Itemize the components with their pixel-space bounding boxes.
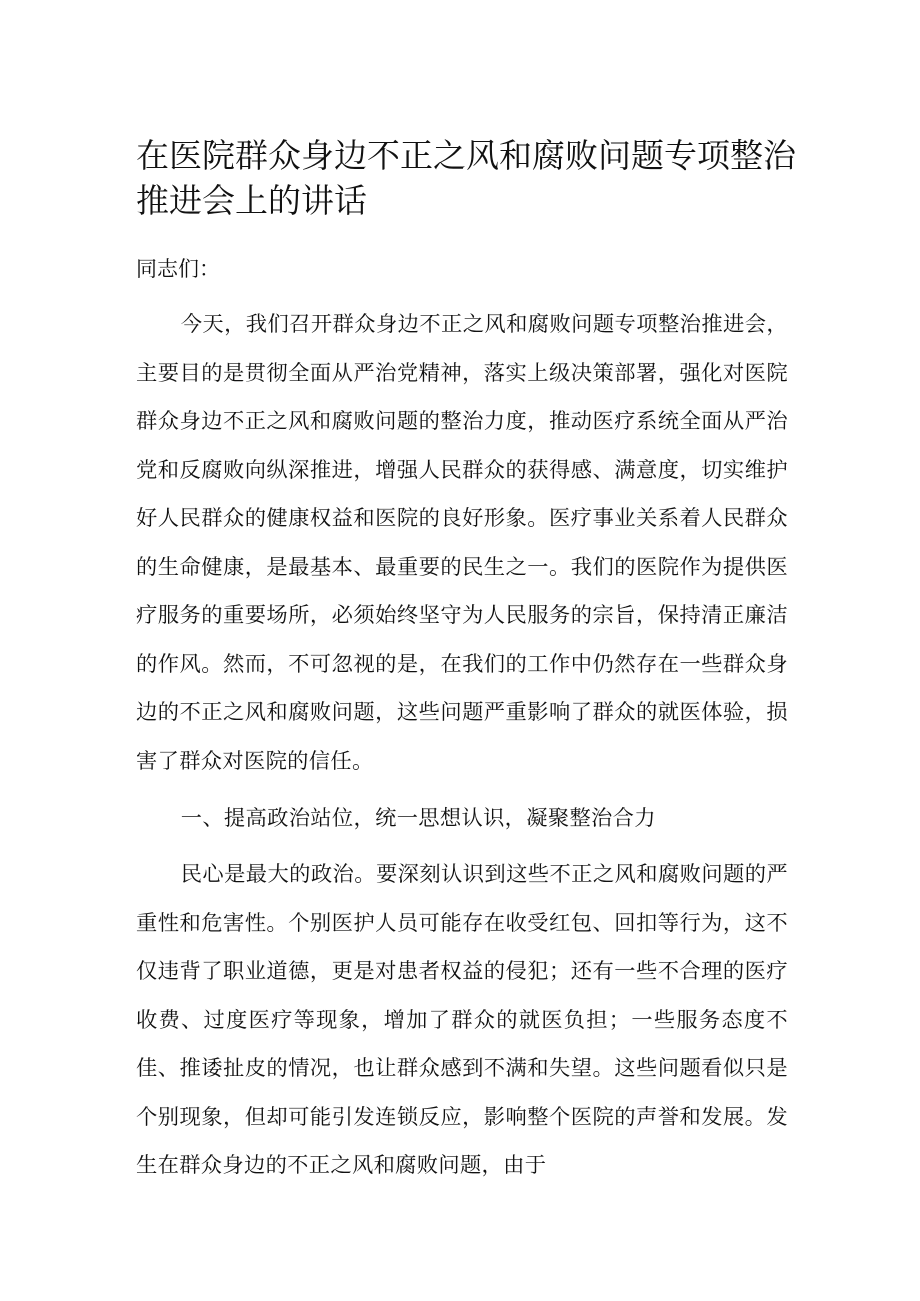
greeting: 同志们：	[136, 257, 220, 281]
section-heading-1: 一、提高政治站位，统一思想认识，凝聚整治合力	[180, 806, 656, 831]
paragraph-1: 今天，我们召开群众身边不正之风和腐败问题专项整治推进会，主要目的是贯彻全面从严治党精神，落实上级决策部署，强化对医院群众身边不正之风和腐败问题的整治力度，推动医疗系统全面从严治党和反腐败向纵深推进，增强人民群众的获得感、满意度，切实维护好人民群众的健康权益和医院的良好形象。医疗事业关系着人民群众的生命健康，是最基本、最重要的民生之一。我们的医院作为提供医疗服务的重要场所，必须始终坚守为人民服务的宗旨，保持清正廉洁的作风。然而，不可忽视的是，在我们的工作中仍然存在一些群众身边的不正之风和腐败问题，这些问题严重影响了群众的就医体验，损害了群众对医院的信任。	[136, 312, 788, 774]
document-title: 在医院群众身边不正之风和腐败问题专项整治推进会上的讲话	[136, 136, 796, 220]
paragraph-2: 民心是最大的政治。要深刻认识到这些不正之风和腐败问题的严重性和危害性。个别医护人员可能存在收受红包、回扣等行为，这不仅违背了职业道德，更是对患者权益的侵犯；还有一些不合理的医疗收费、过度医疗等现象，增加了群众的就医负担；一些服务态度不佳、推诿扯皮的情况，也让群众感到不满和失望。这些问题看似只是个别现象，但却可能引发连锁反应，影响整个医院的声誉和发展。发生在群众身边的不正之风和腐败问题，由于	[136, 862, 788, 1178]
